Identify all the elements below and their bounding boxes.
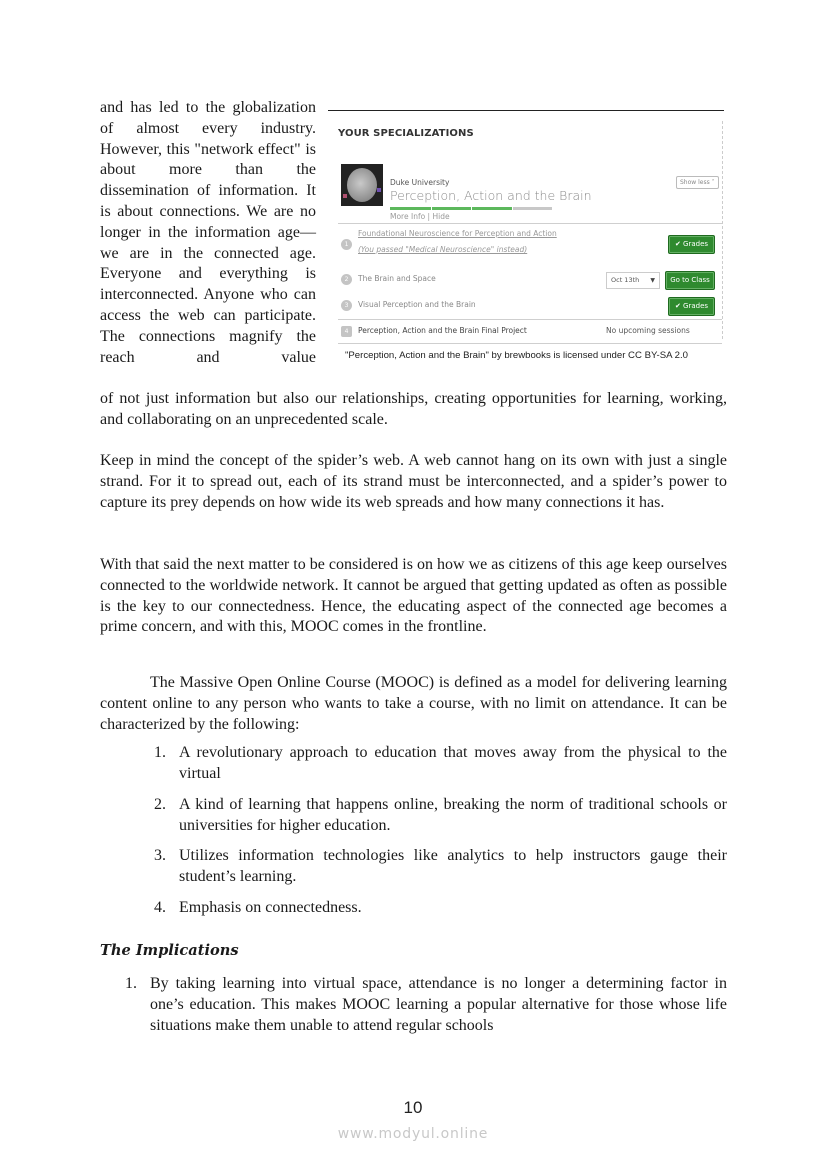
progress-bar <box>390 207 552 210</box>
course-title[interactable]: Visual Perception and the Brain <box>358 300 476 309</box>
list-item <box>125 974 727 1036</box>
list-text: A revolutionary approach to education that moves away from the physical to the virtual <box>179 744 727 782</box>
course-row <box>341 229 721 259</box>
grades-button[interactable]: ✔ Grades <box>668 297 715 316</box>
course-number-badge: 2 <box>341 274 352 285</box>
mooc-definition-paragraph: The Massive Open Online Course (MOOC) is defined as a model for delivering learning content online to any person who wants to take a course, with no limit on attendance. It can be characterized by the following: <box>100 674 727 733</box>
implications-list <box>125 974 727 1036</box>
list-item <box>154 898 727 920</box>
characteristics-list <box>154 743 727 920</box>
course-title[interactable]: The Brain and Space <box>358 274 436 283</box>
next-matter-paragraph: With that said the next matter to be considered is on how we as citizens of this age keep ourselves connected to the worldwide network. It cannot be argued that getting updated as often as possible is the key to our connectedness. Hence, the educating aspect of the connected age becomes a prime concern, and with this, MOOC comes in the frontline. <box>100 556 727 636</box>
intro-column-text: and has led to the globalization of almost every industry. However, this "network effect" is about more than the dissemination of information. It is about connections. We are no longer in the information age—we are in the connected age. Everyone and everything is interconnected. Anyone who can access the web can participate. The connections magnify the reach and value <box>100 99 316 366</box>
course-row <box>341 271 721 289</box>
list-number: 4. <box>154 899 166 916</box>
course-subtitle-link[interactable]: (You passed "Medical Neuroscience" instead) <box>358 245 528 254</box>
list-text: Utilizes information technologies like analytics to help instructors gauge their student’s learning. <box>179 847 727 885</box>
list-number: 2. <box>154 796 166 813</box>
chevron-down-icon: ▼ <box>650 277 655 284</box>
brain-image <box>347 168 377 202</box>
course-title[interactable]: Perception, Action and the Brain Final Project <box>358 326 527 335</box>
list-text: Emphasis on connectedness. <box>179 899 362 916</box>
list-item <box>154 795 727 846</box>
list-item <box>154 743 727 795</box>
divider <box>338 223 722 224</box>
specializations-panel <box>328 111 726 335</box>
grades-button[interactable]: ✔ Grades <box>668 235 715 254</box>
thumb-dot <box>377 188 381 192</box>
course-row <box>341 323 721 341</box>
list-number: 3. <box>154 847 166 864</box>
list-text: A kind of learning that happens online, breaking the norm of traditional schools or universities for higher education. <box>179 796 727 834</box>
course-thumbnail[interactable] <box>341 164 383 206</box>
page-number: 10 <box>403 1098 423 1117</box>
course-number-badge: 4 <box>341 326 352 337</box>
session-status: No upcoming sessions <box>606 326 690 335</box>
divider <box>338 343 722 344</box>
course-title-link[interactable]: Foundational Neuroscience for Perception and Action <box>358 229 557 238</box>
list-item <box>154 846 727 898</box>
progress-segment-separator <box>512 207 513 210</box>
watermark: www.modyul.online <box>337 1126 489 1142</box>
divider <box>338 319 722 320</box>
specialization-title[interactable]: Perception, Action and the Brain <box>390 188 592 203</box>
panel-border <box>722 121 723 339</box>
session-date-value: Oct 13th <box>611 276 640 284</box>
go-to-class-button[interactable]: Go to Class <box>665 271 715 290</box>
spider-web-paragraph: Keep in mind the concept of the spider’s web. A web cannot hang on its own with just a single strand. For it to spread out, each of its strand must be interconnected, and a spider’s power to capture its prey depends on how wide its web spreads and how many connections it has. <box>100 452 727 511</box>
session-date-select[interactable] <box>606 272 660 289</box>
specializations-header: YOUR SPECIALIZATIONS <box>338 128 474 139</box>
thumb-dot <box>343 194 347 198</box>
course-number-badge: 3 <box>341 300 352 311</box>
progress-segment-separator <box>471 207 472 210</box>
course-number-badge: 1 <box>341 239 352 250</box>
show-less-button[interactable]: Show less ˄ <box>676 176 719 189</box>
course-row <box>341 297 721 315</box>
progress-bar-fill <box>390 207 512 210</box>
more-info-hide-link[interactable]: More Info | Hide <box>390 212 450 221</box>
list-number: 1. <box>125 975 137 992</box>
progress-segment-separator <box>431 207 432 210</box>
figure-caption: "Perception, Action and the Brain" by brewbooks is licensed under CC BY-SA 2.0 <box>345 350 688 361</box>
implications-heading: The Implications <box>100 942 239 959</box>
university-name: Duke University <box>390 178 450 187</box>
list-text: By taking learning into virtual space, attendance is no longer a determining factor in one’s education. This makes MOOC learning a popular alternative for those whose life situations make them unable to attend regular schools <box>150 975 727 1034</box>
specializations-figure <box>328 110 726 361</box>
intro-continuation: of not just information but also our relationships, creating opportunities for learning, working, and collaborating on an unprecedented scale. <box>100 390 727 428</box>
list-number: 1. <box>154 744 166 761</box>
